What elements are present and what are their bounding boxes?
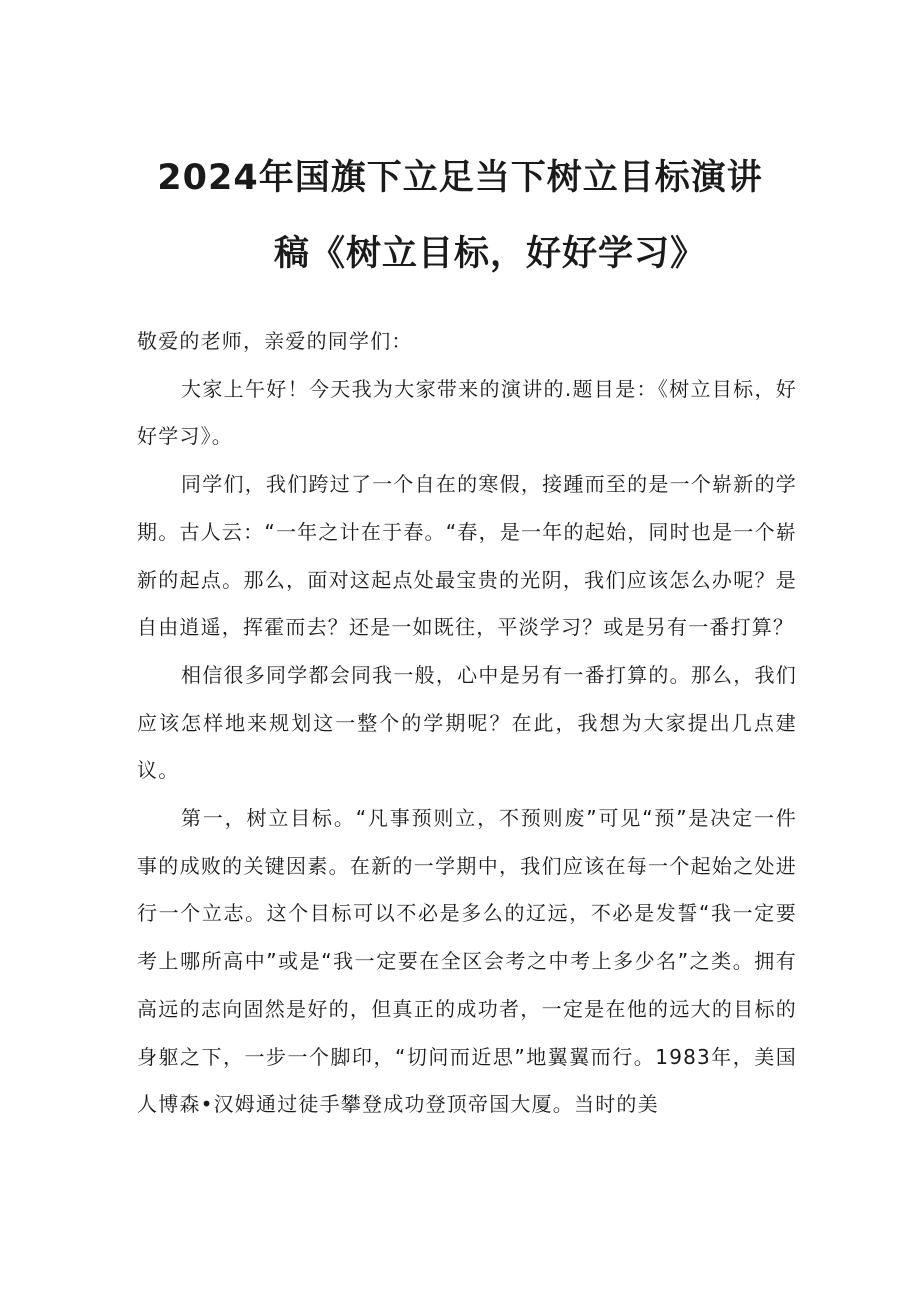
- paragraph: 第一，树立目标。“凡事预则立，不预则废”可见“预”是决定一件事的成败的关键因素。在新的一学期中，我们应该在每一个起始之处进行一个立志。这个目标可以不必是多么的辽远，不必是发誓“我一定要考上哪所高中”或是“我一定要在全区会考之中考上多少名”之类。拥有高远的志向固然是好的，但真正的成功者，一定是在他的远大的目标的身躯之下，一步一个脚印，“切问而近思”地翼翼而行。1983年，美国人博森•汉姆通过徒手攀登成功登顶帝国大厦。当时的美: [137, 806, 797, 1117]
- document-body: [137, 318, 797, 1129]
- greeting: 敬爱的老师，亲爱的同学们：: [137, 329, 413, 353]
- paragraph: 大家上午好！今天我为大家带来的演讲的.题目是：《树立目标，好好学习》。: [137, 376, 797, 449]
- paragraph: 相信很多同学都会同我一般，心中是另有一番打算的。那么，我们应该怎样地来规划这一整个的学期呢？在此，我想为大家提出几点建议。: [137, 662, 797, 783]
- document-title-line1: 2024年国旗下立足当下树立目标演讲: [157, 158, 763, 198]
- document-title-line2: 稿《树立目标，好好学习》: [273, 234, 706, 274]
- paragraph: 同学们，我们跨过了一个自在的寒假，接踵而至的是一个崭新的学期。古人云：“一年之计在于春。“春，是一年的起始，同时也是一个崭新的起点。那么，面对这起点处最宝贵的光阴，我们应该怎么办呢？是自由逍遥，挥霍而去？还是一如既往，平淡学习？或是另有一番打算？: [137, 472, 797, 640]
